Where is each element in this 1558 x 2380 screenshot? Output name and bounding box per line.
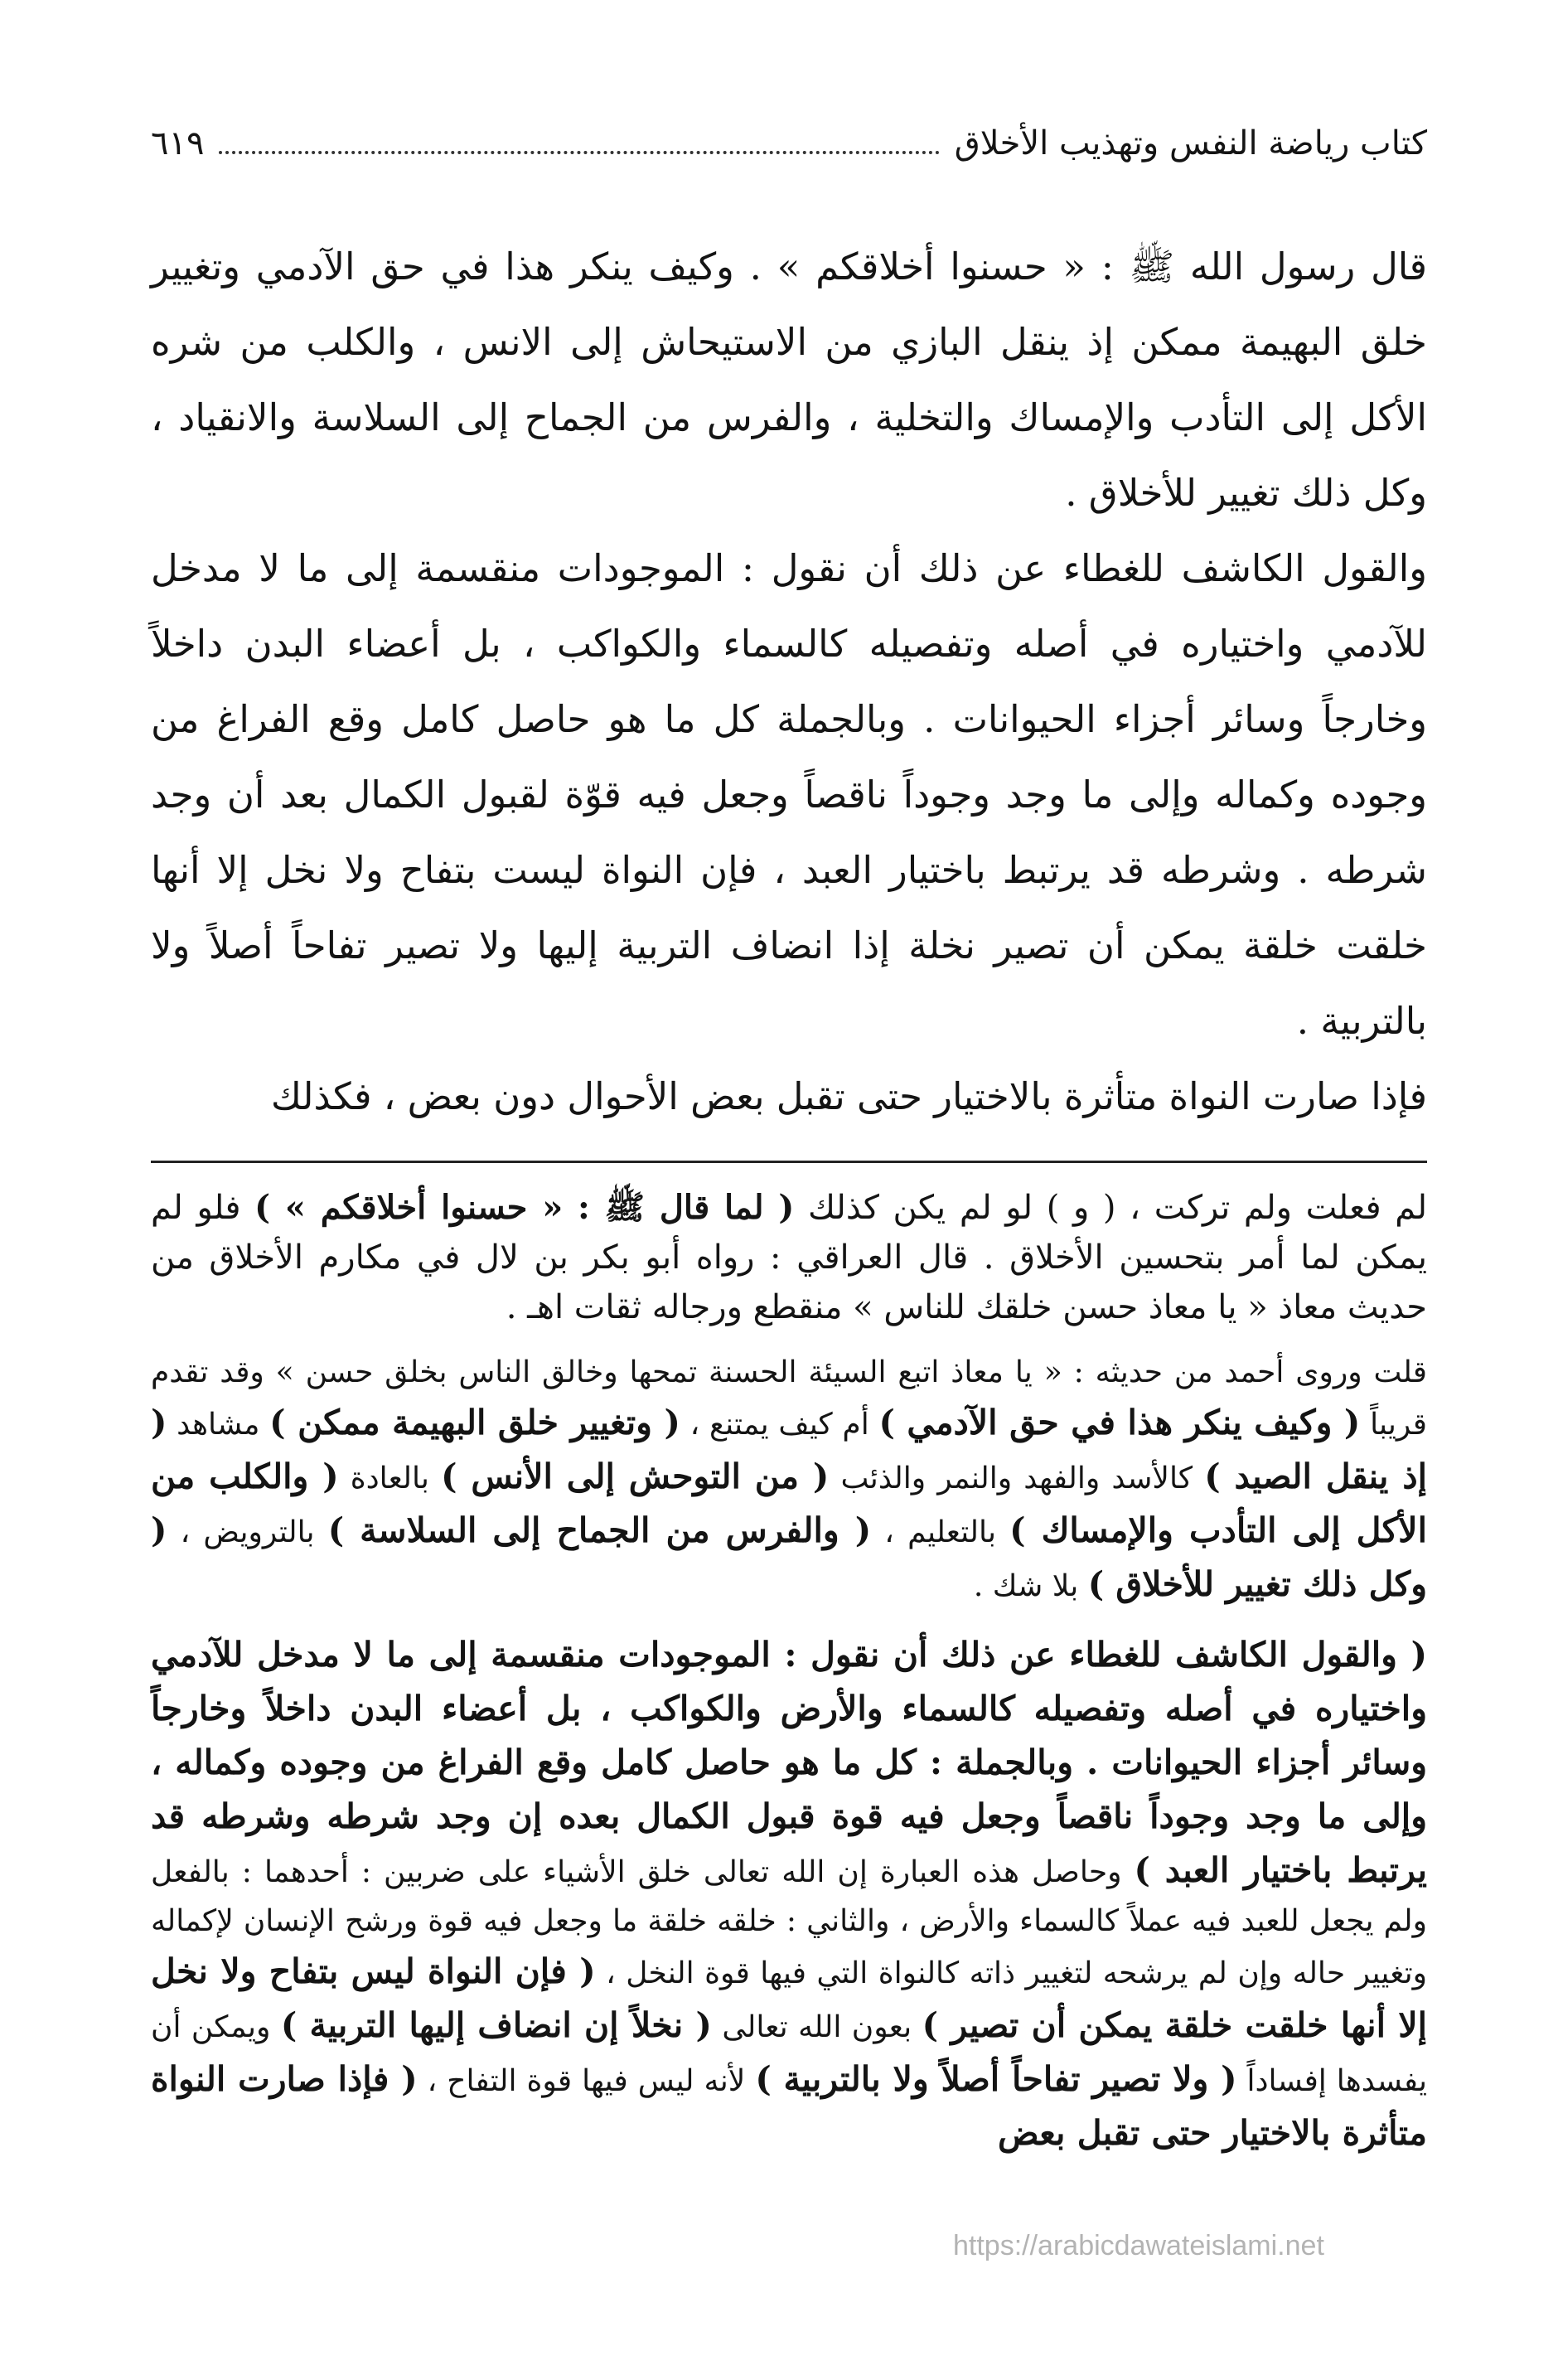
commentary-text: بالعادة — [350, 1461, 429, 1495]
watermark-url: https://arabicdawateislami.net — [953, 2230, 1324, 2261]
commentary-quote: ( نخلاً إن انضاف إليها التربية ) — [280, 2005, 712, 2045]
commentary-text: لم فعلت ولم تركت ، ( و ) لو لم يكن كذلك — [807, 1189, 1428, 1227]
commentary-text: كالأسد والفهد والنمر والذئب — [840, 1461, 1193, 1495]
running-header — [151, 124, 1427, 182]
main-text — [151, 229, 1427, 1134]
commentary — [151, 1183, 1427, 2160]
commentary-quote: ( لما قال ﷺ : « حسنوا أخلاقكم » ) — [254, 1188, 795, 1227]
commentary-text: أم كيف يمتنع ، — [689, 1408, 869, 1442]
commentary-quote: ( وتغيير خلق البهيمة ممكن ) — [269, 1403, 680, 1442]
commentary-text: لأنه ليس فيها قوة التفاح ، — [427, 2064, 746, 2098]
commentary-quote: ( فإذا صارت النواة متأثرة بالاختيار حتى تقبل بعض — [151, 2059, 1427, 2153]
book-page — [151, 124, 1427, 2296]
commentary-text: فلو لم يمكن لما أمر بتحسين الأخلاق . قال العراقي : رواه أبو بكر بن لال في مكارم الأخلاق من حديث معاذ « يا معاذ حسن خلقك للناس » منقطع ورجاله ثقات اهـ . — [151, 1189, 1427, 1326]
commentary-quote: ( من التوحش إلى الأنس ) — [441, 1457, 830, 1496]
commentary-text: بلا شك . — [973, 1569, 1079, 1603]
book-title: كتاب رياضة النفس وتهذيب الأخلاق — [954, 124, 1427, 162]
commentary-text: مشاهد — [177, 1408, 260, 1442]
commentary-text: بالترويض ، — [180, 1515, 315, 1549]
commentary-quote: ( إذ ينقل الصيد ) — [151, 1403, 1427, 1496]
commentary-quote: ( وكيف ينكر هذا في حق الآدمي ) — [878, 1403, 1361, 1442]
commentary-quote: ( وكل ذلك تغيير للأخلاق ) — [151, 1510, 1427, 1604]
page-number: ٦١٩ — [151, 124, 205, 162]
commentary-text: بعون الله تعالى — [722, 2010, 912, 2044]
commentary-text: قلت وروى أحمد من حديثه : « يا معاذ اتبع السيئة الحسنة تمحها وخالق الناس بخلق حسن » وقد تقدم قريباً — [151, 1355, 1427, 1442]
commentary-quote: ( فإن النواة ليس بتفاح ولا نخل إلا أنها خلقت خلقة يمكن أن تصير ) — [151, 1951, 1428, 2045]
commentary-paragraph-3 — [151, 1628, 1427, 2160]
main-paragraph-3: فإذا صارت النواة متأثرة بالاختيار حتى تقبل بعض الأحوال دون بعض ، فكذلك — [270, 1074, 1427, 1118]
commentary-paragraph-1 — [151, 1183, 1427, 1332]
commentary-quote: ( ولا تصير تفاحاً أصلاً ولا بالتربية ) — [755, 2059, 1237, 2099]
commentary-paragraph-2 — [151, 1349, 1427, 1612]
commentary-quote: ( والقول الكاشف للغطاء عن ذلك أن نقول : الموجودات منقسمة إلى ما لا مدخل للآدمي واختياره في أصله وتفصيله كالسماء والأرض والكواكب ، بل أعضاء البدن داخلاً وخارجاً وسائر أجزاء الحيوانات . وبالجملة : كل ما هو حاصل كامل وقع الفراغ من وجوده وكماله ، وإلى ما وجد وجوداً ناقصاً وجعل فيه قوة قبول الكمال بعده إن وجد شرطه وشرطه قد يرتبط باختيار العبد ) — [151, 1635, 1427, 1890]
commentary-text: وحاصل هذه العبارة إن الله تعالى خلق الأشياء على ضربين : أحدهما : بالفعل ولم يجعل للعبد فيه عملاً كالسماء والأرض ، والثاني : خلقه خلقة ما وجعل فيه قوة ورشح الإنسان لإكماله وتغيير حاله وإن لم يرشحه لتغيير ذاته كالنواة التي فيها قوة النخل ، — [151, 1855, 1428, 1990]
commentary-text: بالتعليم ، — [884, 1515, 996, 1549]
commentary-text: ويمكن أن يفسدها إفساداً — [151, 2010, 1427, 2098]
commentary-quote: ( والكلب من الأكل إلى التأدب والإمساك ) — [151, 1457, 1427, 1550]
dotted-leader — [219, 143, 939, 154]
commentary-quote: ( والفرس من الجماح إلى السلاسة ) — [327, 1510, 872, 1550]
main-paragraph-1: قال رسول الله ﷺ : « حسنوا أخلاقكم » . وكيف ينكر هذا في حق الآدمي وتغيير خلق البهيمة ممكن إذ ينقل البازي من الاستيحاش إلى الانس ، والكلب من شره الأكل إلى التأدب والإمساك والتخلية ، والفرس من الجماح إلى السلاسة والانقياد ، وكل ذلك تغيير للأخلاق . — [151, 245, 1427, 515]
footnote-divider — [151, 1161, 1427, 1163]
main-paragraph-2: والقول الكاشف للغطاء عن ذلك أن نقول : الموجودات منقسمة إلى ما لا مدخل للآدمي واختياره في أصله وتفصيله كالسماء والكواكب ، بل أعضاء البدن داخلاً وخارجاً وسائر أجزاء الحيوانات . وبالجملة كل ما هو حاصل كامل وقع الفراغ من وجوده وكماله وإلى ما وجد وجوداً ناقصاً وجعل فيه قوّة لقبول الكمال بعد أن وجد شرطه . وشرطه قد يرتبط باختيار العبد ، فإن النواة ليست بتفاح ولا نخل إلا أنها خلقت خلقة يمكن أن تصير نخلة إذا انضاف التربية إليها ولا تصير تفاحاً أصلاً ولا بالتربية . — [151, 546, 1427, 1043]
